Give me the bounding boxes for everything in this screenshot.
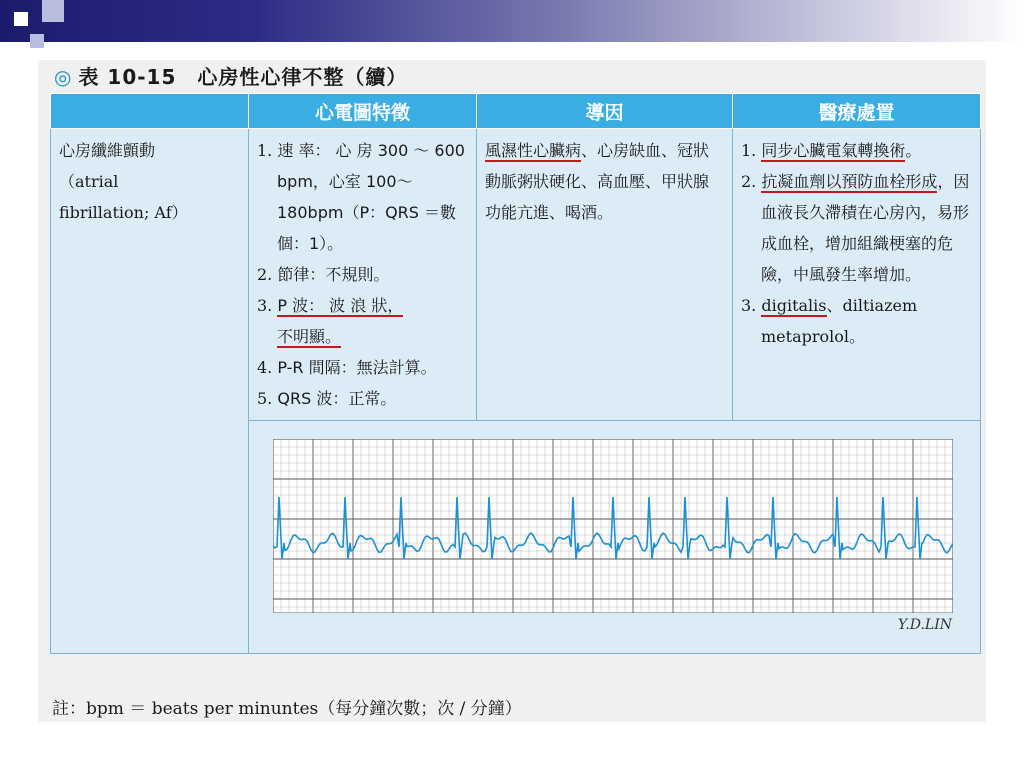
ecg-paper: [273, 439, 953, 613]
artist-signature: Y.D.LIN: [897, 617, 952, 633]
decoration-square: [42, 0, 64, 22]
cause-text: 、心房缺血、冠狀動脈粥狀硬化、高血壓、甲狀腺功能亢進、喝酒。: [485, 141, 710, 222]
table-row: [51, 129, 981, 421]
list-item: 1. 同步心臟電氣轉換術。: [741, 141, 922, 160]
ecg-strip: [273, 439, 953, 613]
header-ecg-features: 心電圖特徵: [249, 94, 477, 129]
header-cause: 導因: [477, 94, 733, 129]
arrhythmia-table: [50, 93, 981, 654]
ecg-strip-cell: [249, 421, 981, 654]
table-header-row: [51, 94, 981, 129]
list-item: 1. 速 率： 心 房 300 ～ 600 bpm，心室 100～180bpm（P：QRS ＝數個：1）。: [257, 141, 465, 253]
treatment-cell: [733, 129, 981, 421]
list-item: 3. digitalis、diltiazem metaprolol。: [741, 296, 918, 346]
ecg-features-cell: [249, 129, 477, 421]
bullseye-icon: ◎: [54, 65, 73, 89]
list-item: 2. 節律：不規則。: [257, 265, 390, 284]
footnote: 註：bpm ＝ beats per minuntes（每分鐘次數；次 / 分鐘）: [52, 699, 522, 719]
decoration-square: [0, 26, 14, 40]
decoration-square: [30, 34, 44, 48]
header-blank: [51, 94, 249, 129]
list-item: 2. 抗凝血劑以預防血栓形成，因血液長久滯積在心房內，易形成血栓，增加組織梗塞的危險，中風發生率增加。: [741, 172, 970, 284]
table-title: [54, 62, 407, 92]
top-decoration-band: [0, 0, 1024, 42]
header-treatment: 醫療處置: [733, 94, 981, 129]
decoration-square: [14, 12, 28, 26]
list-item: 4. P-R 間隔：無法計算。: [257, 358, 437, 377]
cause-cell: [477, 129, 733, 421]
ecg-features-list: [257, 135, 468, 414]
condition-english-1: （atrial: [59, 172, 119, 191]
condition-english-2: fibrillation; Af）: [59, 203, 188, 222]
cause-underlined: 風濕性心臟病: [485, 141, 582, 160]
list-item: 5. QRS 波：正常。: [257, 389, 397, 408]
condition-name: 心房纖維顫動: [59, 141, 156, 160]
title-text: 表 10-15 心房性心律不整（續）: [78, 65, 408, 89]
condition-cell: [51, 129, 249, 654]
treatment-list: [741, 135, 972, 352]
list-item: 3. P 波： 波 浪 狀， 不明顯。: [257, 296, 404, 346]
